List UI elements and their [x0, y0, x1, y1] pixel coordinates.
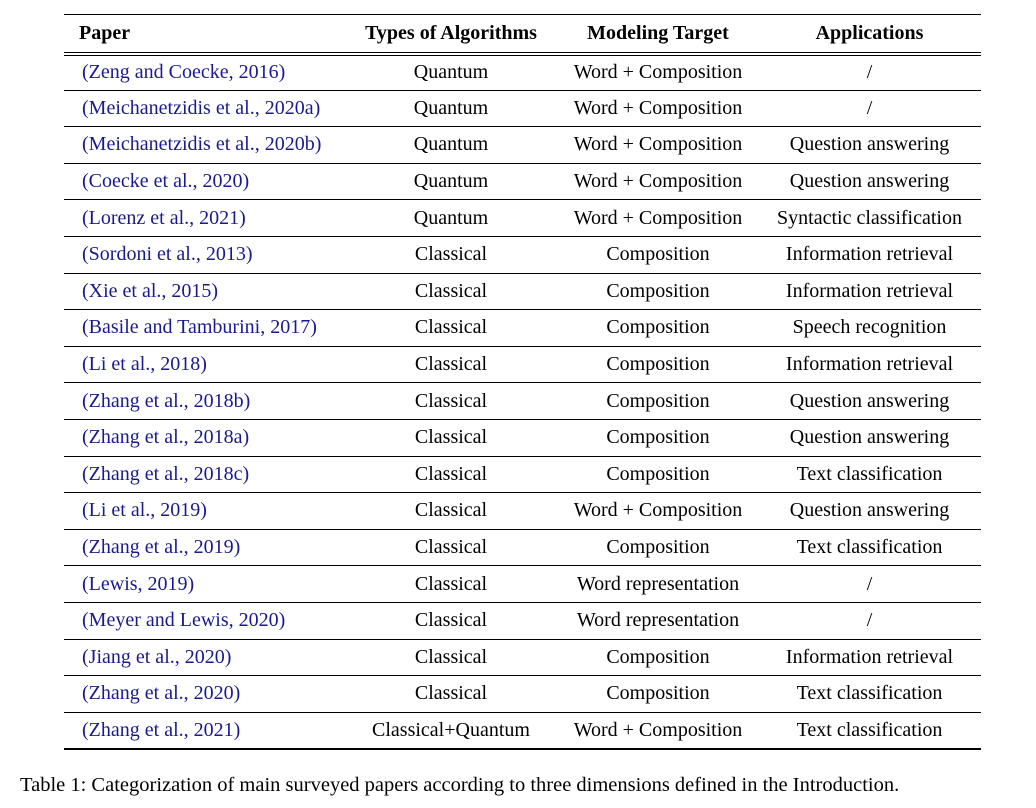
table-body — [64, 54, 981, 749]
modeling-target-cell: Composition — [558, 346, 758, 383]
application-cell: Information retrieval — [758, 273, 981, 310]
paper-citation-link[interactable]: (Xie et al., 2015) — [64, 273, 344, 310]
application-cell: Text classification — [758, 712, 981, 749]
table-row — [64, 383, 981, 420]
paper-citation-link[interactable]: (Zhang et al., 2020) — [64, 676, 344, 713]
modeling-target-cell: Word representation — [558, 602, 758, 639]
paper-citation-link[interactable]: (Li et al., 2018) — [64, 346, 344, 383]
table-row — [64, 346, 981, 383]
application-cell: Question answering — [758, 383, 981, 420]
table-row — [64, 456, 981, 493]
paper-citation-link[interactable]: (Zhang et al., 2018c) — [64, 456, 344, 493]
application-cell: / — [758, 602, 981, 639]
paper-citation-link[interactable]: (Basile and Tamburini, 2017) — [64, 310, 344, 347]
paper-citation-link[interactable]: (Zhang et al., 2019) — [64, 529, 344, 566]
table-row — [64, 273, 981, 310]
table-row — [64, 602, 981, 639]
paper-citation-link[interactable]: (Meichanetzidis et al., 2020b) — [64, 127, 344, 164]
algorithm-type-cell: Classical — [344, 419, 558, 456]
modeling-target-cell: Composition — [558, 273, 758, 310]
application-cell: Syntactic classification — [758, 200, 981, 237]
paper-citation-link[interactable]: (Zeng and Coecke, 2016) — [64, 54, 344, 91]
table-row — [64, 90, 981, 127]
modeling-target-cell: Composition — [558, 639, 758, 676]
algorithm-type-cell: Classical — [344, 273, 558, 310]
table-row — [64, 529, 981, 566]
algorithm-type-cell: Classical — [344, 676, 558, 713]
application-cell: Question answering — [758, 127, 981, 164]
paper-citation-link[interactable]: (Zhang et al., 2018b) — [64, 383, 344, 420]
paper-citation-link[interactable]: (Sordoni et al., 2013) — [64, 236, 344, 273]
header-applications: Applications — [758, 15, 981, 54]
table-row — [64, 310, 981, 347]
application-cell: Information retrieval — [758, 639, 981, 676]
algorithm-type-cell: Quantum — [344, 54, 558, 91]
table-row — [64, 676, 981, 713]
modeling-target-cell: Composition — [558, 236, 758, 273]
modeling-target-cell: Word + Composition — [558, 493, 758, 530]
application-cell: Question answering — [758, 493, 981, 530]
header-types-of-algorithms: Types of Algorithms — [344, 15, 558, 54]
application-cell: / — [758, 90, 981, 127]
algorithm-type-cell: Classical — [344, 566, 558, 603]
algorithm-type-cell: Classical — [344, 529, 558, 566]
modeling-target-cell: Composition — [558, 383, 758, 420]
algorithm-type-cell: Classical — [344, 310, 558, 347]
table-row — [64, 200, 981, 237]
survey-table — [64, 14, 981, 750]
algorithm-type-cell: Quantum — [344, 163, 558, 200]
header-row — [64, 15, 981, 54]
table-row — [64, 163, 981, 200]
algorithm-type-cell: Quantum — [344, 127, 558, 164]
algorithm-type-cell: Classical+Quantum — [344, 712, 558, 749]
modeling-target-cell: Word + Composition — [558, 712, 758, 749]
table-caption: Table 1: Categorization of main surveyed papers according to three dimensions defined in the Introduction. — [20, 774, 900, 796]
application-cell: Question answering — [758, 163, 981, 200]
paper-citation-link[interactable]: (Zhang et al., 2018a) — [64, 419, 344, 456]
table-row — [64, 712, 981, 749]
algorithm-type-cell: Classical — [344, 456, 558, 493]
algorithm-type-cell: Classical — [344, 602, 558, 639]
application-cell: Text classification — [758, 456, 981, 493]
algorithm-type-cell: Classical — [344, 236, 558, 273]
table-row — [64, 566, 981, 603]
table-row — [64, 54, 981, 91]
algorithm-type-cell: Classical — [344, 493, 558, 530]
paper-citation-link[interactable]: (Meyer and Lewis, 2020) — [64, 602, 344, 639]
paper-citation-link[interactable]: (Meichanetzidis et al., 2020a) — [64, 90, 344, 127]
application-cell: Text classification — [758, 529, 981, 566]
modeling-target-cell: Word + Composition — [558, 200, 758, 237]
modeling-target-cell: Composition — [558, 419, 758, 456]
table-row — [64, 419, 981, 456]
application-cell: Text classification — [758, 676, 981, 713]
application-cell: / — [758, 566, 981, 603]
application-cell: Speech recognition — [758, 310, 981, 347]
paper-citation-link[interactable]: (Jiang et al., 2020) — [64, 639, 344, 676]
header-paper: Paper — [64, 15, 344, 54]
algorithm-type-cell: Classical — [344, 346, 558, 383]
application-cell: Question answering — [758, 419, 981, 456]
paper-citation-link[interactable]: (Li et al., 2019) — [64, 493, 344, 530]
modeling-target-cell: Word + Composition — [558, 163, 758, 200]
table-header — [64, 15, 981, 54]
table-row — [64, 127, 981, 164]
algorithm-type-cell: Classical — [344, 639, 558, 676]
application-cell: / — [758, 54, 981, 91]
paper-citation-link[interactable]: (Zhang et al., 2021) — [64, 712, 344, 749]
table-row — [64, 493, 981, 530]
survey-table-container — [64, 14, 981, 750]
algorithm-type-cell: Classical — [344, 383, 558, 420]
modeling-target-cell: Word + Composition — [558, 90, 758, 127]
algorithm-type-cell: Quantum — [344, 200, 558, 237]
modeling-target-cell: Composition — [558, 676, 758, 713]
modeling-target-cell: Composition — [558, 529, 758, 566]
application-cell: Information retrieval — [758, 236, 981, 273]
modeling-target-cell: Composition — [558, 310, 758, 347]
paper-citation-link[interactable]: (Lewis, 2019) — [64, 566, 344, 603]
paper-citation-link[interactable]: (Lorenz et al., 2021) — [64, 200, 344, 237]
algorithm-type-cell: Quantum — [344, 90, 558, 127]
modeling-target-cell: Word + Composition — [558, 127, 758, 164]
application-cell: Information retrieval — [758, 346, 981, 383]
modeling-target-cell: Word + Composition — [558, 54, 758, 91]
table-row — [64, 236, 981, 273]
header-modeling-target: Modeling Target — [558, 15, 758, 54]
paper-citation-link[interactable]: (Coecke et al., 2020) — [64, 163, 344, 200]
table-row — [64, 639, 981, 676]
modeling-target-cell: Word representation — [558, 566, 758, 603]
modeling-target-cell: Composition — [558, 456, 758, 493]
